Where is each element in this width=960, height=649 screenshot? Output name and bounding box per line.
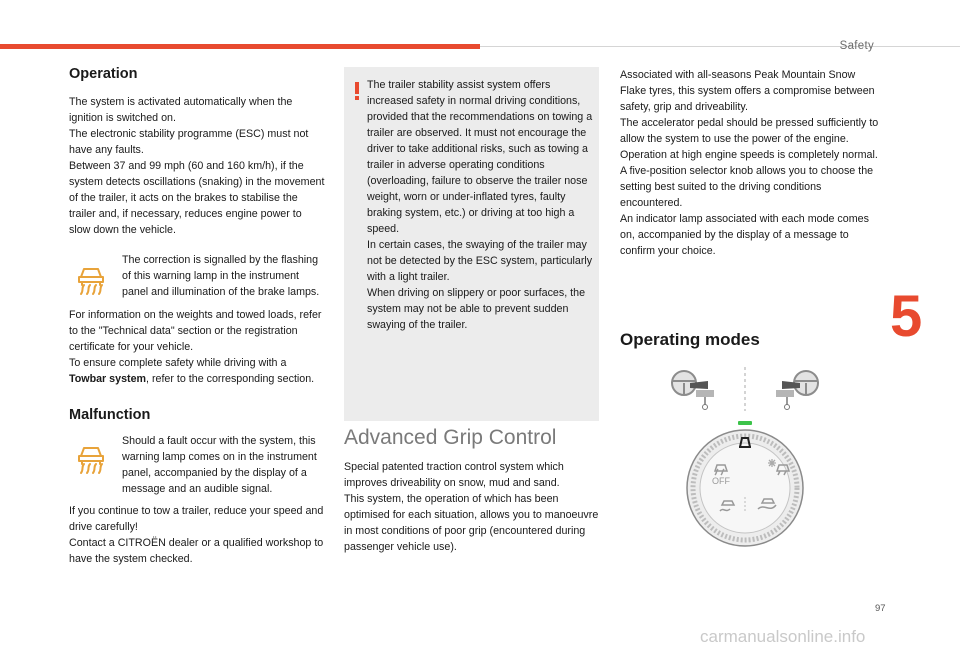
- column-advanced-grip: [344, 459, 600, 555]
- towbar-paragraph: To ensure complete safety while driving with a Towbar system, refer to the corresponding section.: [69, 357, 315, 385]
- operation-paragraph: The electronic stability programme (ESC) must not have any faults.: [69, 128, 309, 156]
- operation-lamp-row: [69, 252, 325, 300]
- warning-paragraph: The trailer stability assist system offers increased safety in normal driving conditions, provided that the recommendations on towing a trailer are observed. It must not encourage the driver to take additional risks, such as towing a trailer in adverse operating conditions (overloading, failure to observe the trailer nose weight, worn or under-inflated tyres, faulty braking system, etc.) or driving at too high a speed.: [367, 79, 593, 235]
- section-label: Safety: [839, 40, 874, 52]
- trailer-stability-warning-icon: [75, 263, 107, 295]
- malfunction-lamp-row: [69, 433, 325, 497]
- right-paragraph: An indicator lamp associated with each mode comes on, accompanied by the display of a message to confirm your choice.: [620, 213, 869, 257]
- steering-wheel-right-icon: [776, 371, 818, 410]
- column-operation: [69, 66, 325, 567]
- watermark: carmanualsonline.info: [700, 627, 866, 646]
- operating-modes-heading: Operating modes: [620, 330, 760, 349]
- mode-selector-knob: [687, 421, 803, 546]
- malfunction-lamp-text: Should a fault occur with the system, this warning lamp comes on in the instrument panel, accompanied by the display of a message and an audible signal.: [122, 435, 317, 495]
- chapter-number: 5: [890, 284, 923, 349]
- header-rule: [480, 46, 960, 47]
- operation-lamp-text: The correction is signalled by the flashing of this warning lamp in the instrument panel and illumination of the brake lamps.: [122, 254, 320, 298]
- advanced-grip-control-heading: Advanced Grip Control: [344, 426, 557, 449]
- warning-paragraph: When driving on slippery or poor surfaces, the system may not be able to prevent sudden swaying of the trailer.: [367, 287, 586, 331]
- snow-mode-icon: [768, 459, 776, 467]
- header-accent-bar: [0, 44, 480, 49]
- agc-paragraph: This system, the operation of which has been optimised for each situation, allows you to manoeuvre in most conditions of poor grip (encountered during passenger vehicle use).: [344, 493, 599, 553]
- trailer-stability-warning-icon: [75, 442, 107, 474]
- malfunction-paragraph: Contact a CITROËN dealer or a qualified workshop to have the system checked.: [69, 537, 324, 565]
- warning-paragraph: In certain cases, the swaying of the trailer may not be detected by the ESC system, particularly with a light trailer.: [367, 239, 593, 283]
- agc-paragraph: Special patented traction control system which improves driveability on snow, mud and sand.: [344, 461, 564, 489]
- page-number: 97: [875, 603, 886, 614]
- malfunction-heading: Malfunction: [69, 407, 151, 423]
- right-paragraph: The accelerator pedal should be pressed sufficiently to allow the system to use the power of the engine. Operation at high engine speeds is completely normal.: [620, 117, 879, 161]
- operation-paragraph: Between 37 and 99 mph (60 and 160 km/h), if the system detects oscillations (snaking) in the movement of the trailer, it acts on the brakes to stabilise the trailer and, if necessary, reduces engine power to slow down the vehicle.: [69, 160, 325, 236]
- operation-paragraph: For information on the weights and towed loads, refer to the "Technical data" section or the registration certificate for your vehicle.: [69, 309, 322, 353]
- off-label: OFF: [712, 476, 730, 486]
- towbar-link-text: Towbar system: [69, 373, 147, 385]
- grip-control-selector-figure: [660, 363, 830, 551]
- warning-text: [367, 77, 599, 333]
- operation-paragraph: The system is activated automatically when the ignition is switched on.: [69, 96, 293, 124]
- indicator-lamp-icon: [738, 421, 752, 425]
- steering-wheel-left-icon: [672, 371, 714, 410]
- column-right: [620, 67, 880, 259]
- malfunction-paragraph: If you continue to tow a trailer, reduce your speed and drive carefully!: [69, 505, 324, 533]
- right-paragraph: Associated with all-seasons Peak Mountain Snow Flake tyres, this system offers a compromise between safety, grip and driveability.: [620, 69, 875, 113]
- exclamation-icon: [352, 82, 362, 100]
- operation-heading: Operation: [69, 66, 138, 82]
- right-paragraph: A five-position selector knob allows you to choose the setting best suited to the driving conditions encountered.: [620, 165, 874, 209]
